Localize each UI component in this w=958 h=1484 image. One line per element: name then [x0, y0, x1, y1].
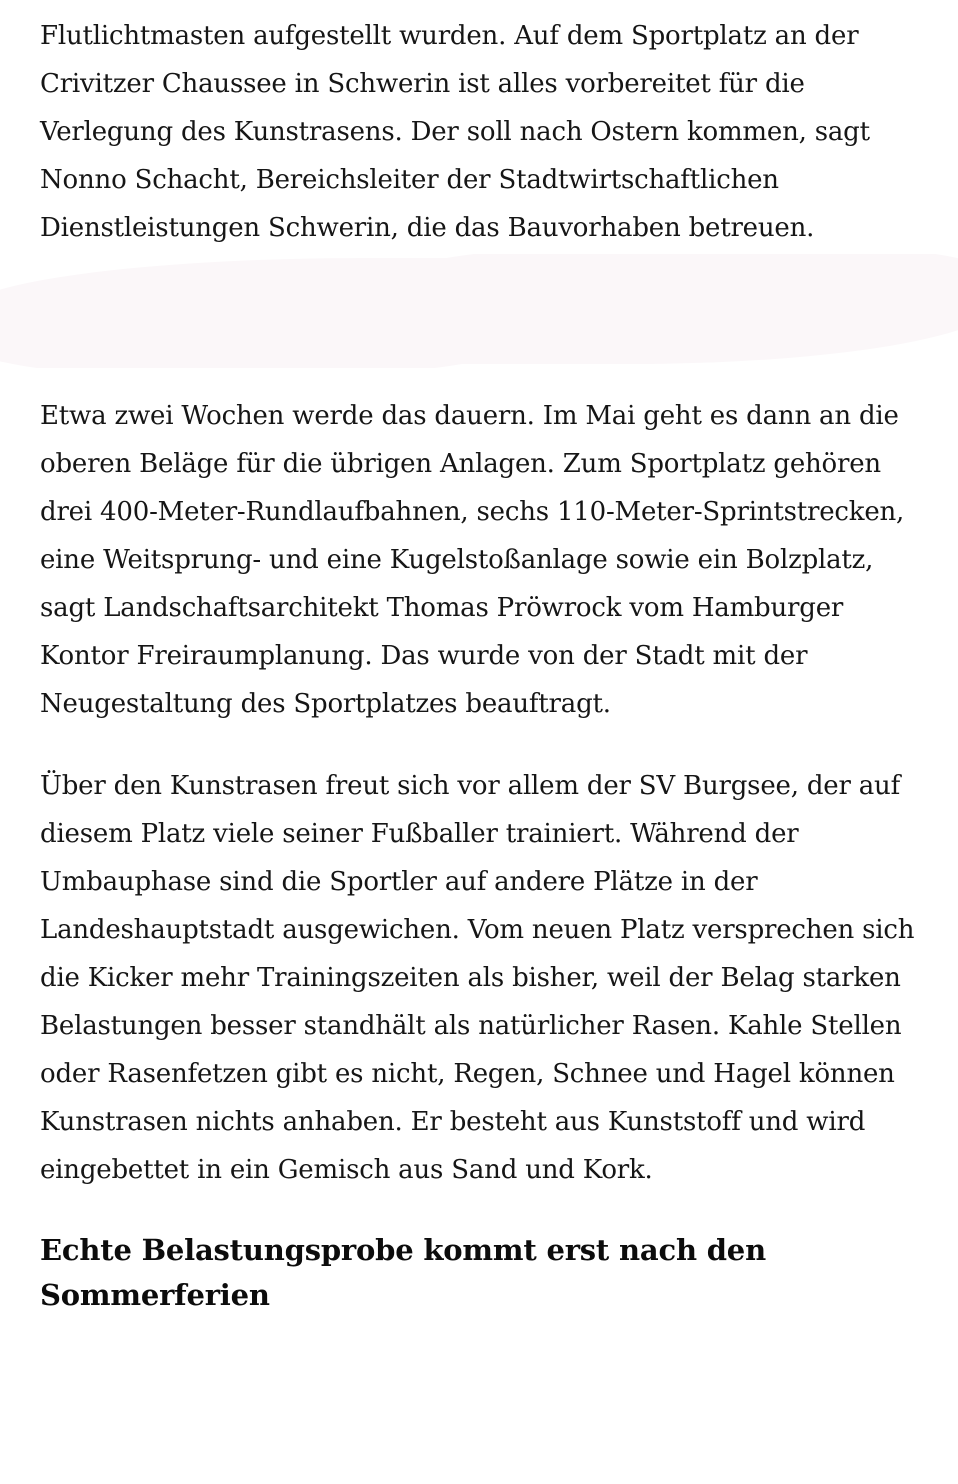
article-paragraph: Etwa zwei Wochen werde das dauern. Im Mai geht es dann an die oberen Beläge für die übrigen Anlagen. Zum Sportplatz gehören drei 400-Meter-Rundlaufbahnen, sechs 110-Meter-Sprintstrecken, eine Weitsprung- und eine Kugelstoßanlage sowie ein Bolzplatz, sagt Landschaftsarchitekt Thomas Pröwrock vom Hamburger Kontor Freiraumplanung. Das wurde von der Stadt mit der Neugestaltung des Sportplatzes beauftragt.: [40, 401, 905, 719]
faded-image-placeholder: [0, 254, 958, 368]
article-paragraph: Über den Kunstrasen freut sich vor allem der SV Burgsee, der auf diesem Platz viele seiner Fußballer trainiert. Während der Umbauphase sind die Sportler auf andere Plätze in der Landeshauptstadt ausgewichen. Vom neuen Platz versprechen sich die Kicker mehr Trainingszeiten als bisher, weil der Belag starken Belastungen besser standhält als natürlicher Rasen. Kahle Stellen oder Rasenfetzen gibt es nicht, Regen, Schnee und Hagel können Kunstrasen nichts anhaben. Er besteht aus Kunststoff und wird eingebettet in ein Gemisch aus Sand und Kork.: [40, 771, 915, 1185]
article-paragraph: Flutlichtmasten aufgestellt wurden. Auf dem Sportplatz an der Crivitzer Chaussee in Schwerin ist alles vorbereitet für die Verlegung des Kunstrasens. Der soll nach Ostern kommen, sagt Nonno Schacht, Bereichsleiter der Stadtwirtschaftlichen Dienstleistungen Schwerin, die das Bauvorhaben betreuen.: [40, 21, 870, 243]
section-subheading: Echte Belastungsprobe kommt erst nach den Sommerferien: [40, 1233, 766, 1312]
placeholder-blob: [0, 284, 534, 368]
